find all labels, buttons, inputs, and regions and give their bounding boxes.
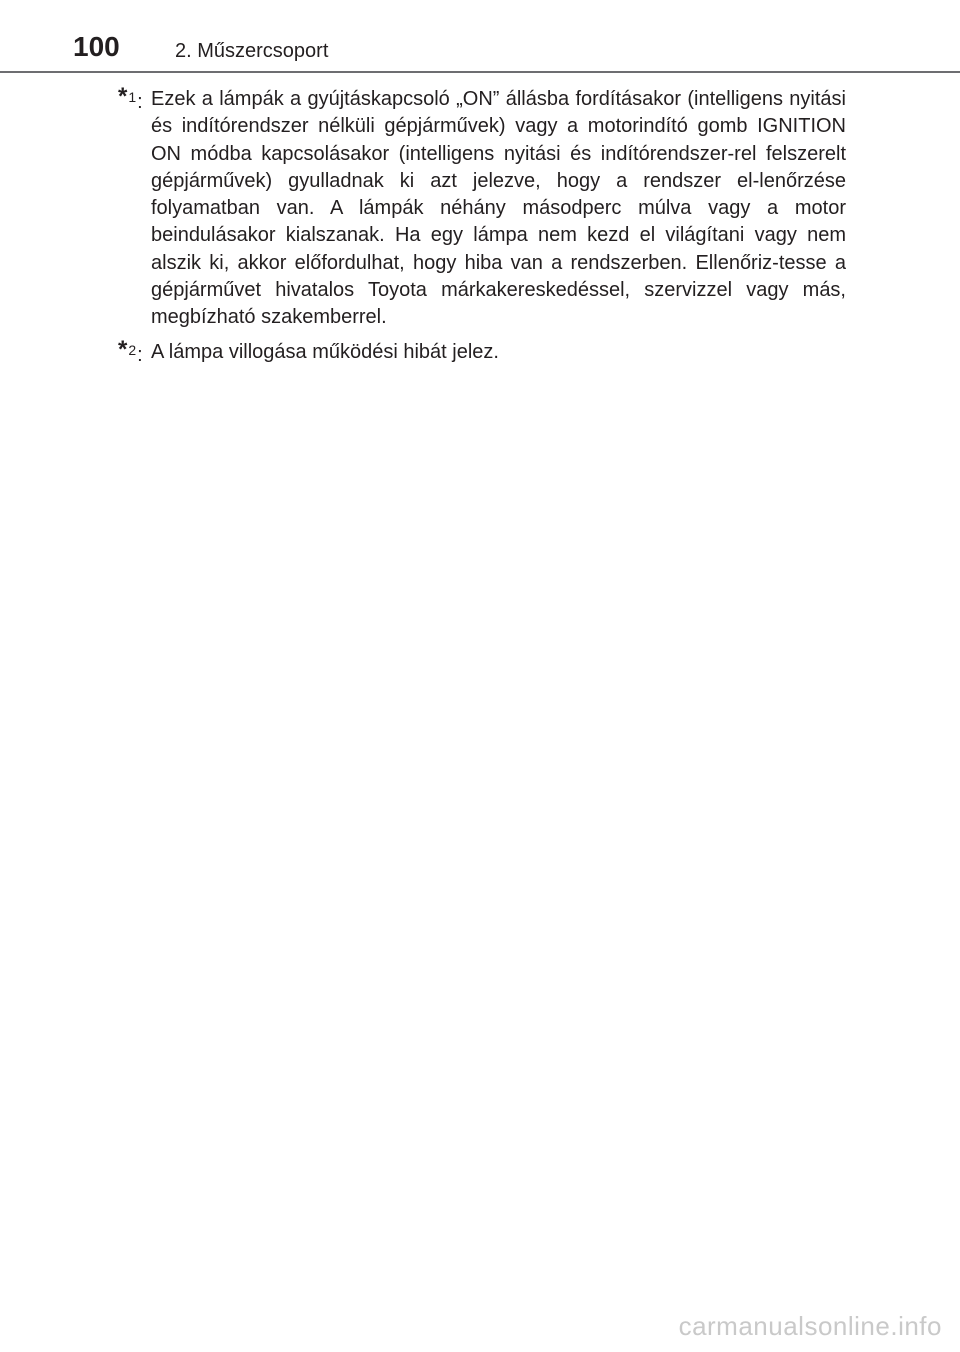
section-title: 2. Műszercsoport — [175, 40, 329, 62]
footnote-separator: : — [137, 344, 143, 366]
page-number: 100 — [73, 31, 120, 62]
asterisk-marker: * — [118, 83, 128, 110]
header-divider — [0, 71, 960, 73]
footnote-separator: : — [137, 91, 143, 113]
footnote-number: 2 — [128, 342, 137, 358]
footnote-marker — [118, 83, 148, 117]
footnote-text: Ezek a lámpák a gyújtáskapcsoló „ON” állásba fordításakor (intelligens nyitási és indítórendszer nélküli gépjárművek) vagy a motorindító gomb IGNITION ON módba kapcsolásakor (intelligens nyitási és indítórendszer-rel felszerelt gépjárművek) gyulladnak ki azt jelezve, hogy a rendszer el-lenőrzése folyamatban van. A lámpák néhány másodperc múlva vagy a motor beindulásakor kialszanak. Ha egy lámpa nem kezd el világítani vagy nem alszik ki, akkor előfordulhat, hogy hiba van a rendszerben. Ellenőriz-tesse a gépjárművet hivatalos Toyota márkakereskedéssel, szervizzel vagy más, megbízható szakemberrel. — [151, 88, 846, 329]
page-header — [0, 0, 960, 80]
watermark-text: carmanualsonline.info — [678, 1311, 942, 1341]
footnote-number: 1 — [128, 89, 137, 105]
footnote-text: A lámpa villogása működési hibát jelez. — [151, 341, 499, 363]
footnote-marker — [118, 336, 148, 370]
asterisk-marker: * — [118, 336, 128, 363]
